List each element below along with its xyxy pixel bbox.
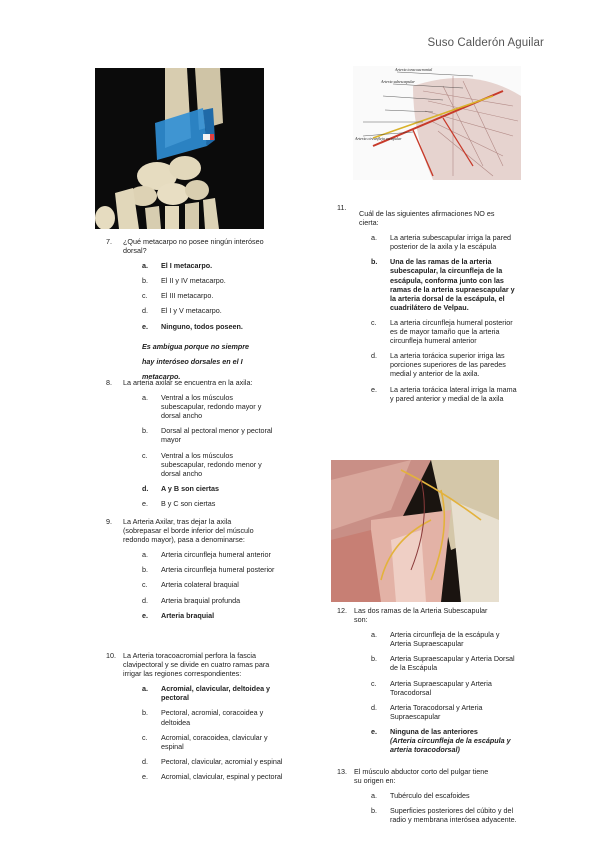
question-number: 10. — [106, 651, 116, 660]
question-text: La arteria axilar se encuentra en la axila: — [123, 378, 253, 387]
option-b: b. Dorsal al pectoral menor y pectoral mayor — [142, 426, 273, 445]
option-d: d. Pectoral, clavicular, acromial y espinal — [142, 756, 283, 766]
question-number: 8. — [106, 378, 112, 387]
option-e: e. La arteria torácica lateral irriga la mama y pared anterior y medial de la axila — [371, 384, 517, 403]
option-d: d. La arteria torácica superior irriga las porciones superiores de las paredes medial y anterior de la axila. — [371, 351, 506, 379]
option-c: c. Arteria colateral braquial — [142, 580, 239, 590]
option-a: a. Arteria circunfleja de la escápula y Arteria Supraescapular — [371, 630, 500, 649]
question-12 — [337, 606, 517, 754]
question-13 — [337, 767, 517, 824]
question-text: La Arteria toracoacromial perfora la fascia clavipectoral y se divide en cuatro ramas para irrigar las regiones correspondientes: — [123, 651, 270, 679]
question-number: 9. — [106, 517, 112, 526]
question-text: Cuál de las siguientes afirmaciones NO es cierta: — [359, 209, 495, 228]
option-a: a. Tubérculo del escafoides — [371, 791, 470, 801]
option-e: e. B y C son ciertas — [142, 498, 216, 508]
option-a: a. La arteria subescapular irriga la pared posterior de la axila y la escápula — [371, 233, 512, 252]
author-name: Suso Calderón Aguilar — [427, 37, 544, 49]
question-9 — [106, 517, 276, 620]
question-number: 11. — [337, 203, 347, 212]
option-b: b. Una de las ramas de la arteria subescapular, la circunfleja de la escápula, conforma junto con las ramas de la arteria supraescapular y la arteria dorsal de la escápula, el cuadrilátero de Velpau. — [371, 257, 515, 312]
option-c: c. El III metacarpo. — [142, 291, 214, 301]
option-a: a. Ventral a los músculos subescapular, redondo mayor y dorsal ancho — [142, 393, 262, 421]
option-c: c. La arteria circunfleja humeral posterior es de mayor tamaño que la arteria circunfleja humeral anterior — [371, 317, 513, 346]
option-a: a. Acromial, clavicular, deltoidea y pectoral — [142, 684, 271, 703]
option-b: b. Arteria circunfleja humeral posterior — [142, 565, 275, 575]
option-d: d. El I y V metacarpo. — [142, 306, 222, 316]
option-b: b. Pectoral, acromial, coracoidea y deltoidea — [142, 708, 264, 727]
question-text: ¿Qué metacarpo no posee ningún interóseo dorsal? — [123, 237, 264, 256]
question-11 — [337, 203, 522, 403]
option-e: e. Ninguna de las anteriores (Arteria circunfleja de la escápula y arteria toracodorsal) — [371, 727, 517, 754]
option-a: a. Arteria circunfleja humeral anterior — [142, 550, 271, 560]
option-e-explanation: (Arteria circunfleja de la escápula y arteria toracodorsal) — [390, 736, 511, 755]
option-e: e. Ninguno, todos poseen. — [142, 321, 243, 331]
question-text: La Arteria Axilar, tras dejar la axila (sobrepasar el borde inferior del músculo redondo mayor), pasa a denominarse: — [123, 517, 254, 545]
figure-label: Arteria circunfleja escapular — [355, 136, 402, 141]
option-b: b. Arteria Supraescapular y Arteria Dorsal de la Escápula — [371, 654, 515, 673]
option-a: a. El I metacarpo. — [142, 261, 213, 271]
question-number: 12. — [337, 606, 347, 615]
option-e: e. Arteria braquial — [142, 610, 215, 620]
option-e: e. Acromial, clavicular, espinal y pectoral — [142, 771, 283, 781]
question-10 — [106, 651, 286, 781]
answer-note: Es ambigua porque no siempre hay interóseo dorsales en el I metacarpo. — [142, 341, 250, 381]
option-b: b. Superficies posteriores del cúbito y del radio y membrana interósea adyacente. — [371, 806, 517, 825]
question-8 — [106, 378, 276, 508]
axilla-dissection-image — [331, 460, 499, 602]
question-number: 7. — [106, 237, 112, 246]
option-d: d. Arteria braquial profunda — [142, 595, 241, 605]
question-number: 13. — [337, 767, 347, 776]
option-c: c. Arteria Supraescapular y Arteria Toracodorsal — [371, 678, 492, 697]
option-d: d. Arteria Toracodorsal y Arteria Supraescapular — [371, 702, 483, 721]
question-text: El músculo abductor corto del pulgar tiene su origen en: — [354, 767, 489, 786]
option-c: c. Acromial, coracoidea, clavicular y espinal — [142, 732, 268, 751]
scapular-arteries-figure — [353, 66, 521, 180]
figure-label: Arteria subescapular — [381, 79, 415, 84]
question-text: Las dos ramas de la Arteria Subescapular son: — [354, 606, 488, 625]
option-d: d. A y B son ciertas — [142, 483, 220, 493]
wrist-bones-image — [95, 68, 264, 229]
question-7 — [106, 237, 276, 384]
option-c: c. Ventral a los músculos subescapular, redondo menor y dorsal ancho — [142, 450, 262, 478]
option-b: b. El II y IV metacarpo. — [142, 276, 226, 286]
figure-label: Arteria toracoacromial — [395, 67, 433, 72]
